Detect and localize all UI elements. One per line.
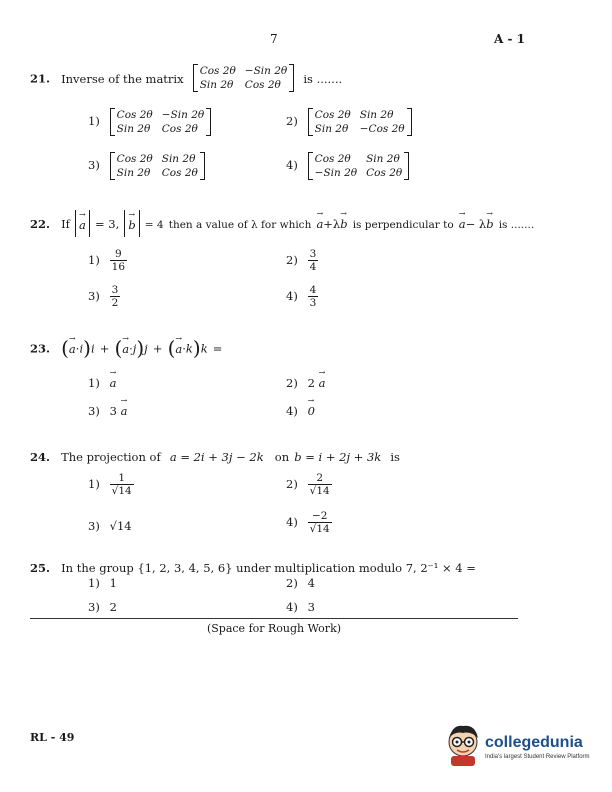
question-number: 22. [30,217,51,231]
q24-option-4: 4) $\frac{-2}{√14}$ [286,510,330,535]
footer-code: RL - 49 [30,731,75,744]
q22-option-1: 1) $\frac{9}{16}$ [88,248,126,273]
q24-option-1: 1) $\frac{1}{√14}$ [88,472,132,497]
question-number: 21. [30,71,51,86]
collegedunia-logo [443,722,593,772]
q21-option-1: 1) Cos 2θ −Sin 2θ Sin 2θ Cos 2θ [88,108,211,136]
q23-option-2: 2) 2 → a [286,376,326,390]
q23-option-1: 1) → a [88,376,117,390]
question-number: 23. [30,341,51,356]
page-number: 7 [270,32,278,46]
q24-option-2: 2) $\frac{2}{√14}$ [286,472,330,497]
question-text: Inverse of the matrix [61,71,184,86]
question-25: 25. In the group {1, 2, 3, 4, 5, 6} under multiplication modulo 7, 2⁻¹ × 4 = [30,561,476,575]
logo-tagline: India's largest Student Review Platform [485,754,590,760]
question-number: 25. [30,561,51,575]
question-24: 24. The projection of a = 2i + 3j − 2k on b = i + 2j + 3k is [30,450,400,464]
question-23: 23. (→ a·i)i + (→ a·j)j + (→ a·k)k = [30,336,222,360]
q25-option-3: 3) 2 [88,600,117,614]
question-21 [30,64,342,92]
divider [30,618,518,619]
q23-option-4: 4) → 0 [286,404,315,418]
logo-wordmark: collegedunia [485,734,583,751]
q21-option-4: 4) Cos 2θ Sin 2θ −Sin 2θ Cos 2θ [286,152,409,180]
question-number: 24. [30,450,51,464]
q25-option-1: 1) 1 [88,576,117,590]
q23-option-3: 3) 3 → a [88,404,128,418]
rough-work-label: (Space for Rough Work) [206,622,342,635]
q22-option-3: 3) $\frac{3}{2}$ [88,284,119,309]
q25-option-4: 4) 3 [286,600,315,614]
q25-option-2: 2) 4 [286,576,315,590]
q22-option-4: 4) $\frac{4}{3}$ [286,284,317,309]
question-matrix: Cos 2θ −Sin 2θ Sin 2θ Cos 2θ [193,64,295,92]
paper-code: A - 1 [494,32,525,46]
mascot-icon [443,722,483,768]
q21-option-2: 2) Cos 2θ Sin 2θ Sin 2θ −Cos 2θ [286,108,412,136]
question-22: 22. If → a = 3, → b = 4 then a value of λ for which → a+λ→ b is perpendicular to → a− λ→ b is ....... [30,210,534,237]
question-suffix: is ....... [303,71,343,86]
q22-option-2: 2) $\frac{3}{4}$ [286,248,317,273]
q21-option-3: 3) Cos 2θ Sin 2θ Sin 2θ Cos 2θ [88,152,205,180]
q24-option-3: 3) √14 [88,519,132,533]
